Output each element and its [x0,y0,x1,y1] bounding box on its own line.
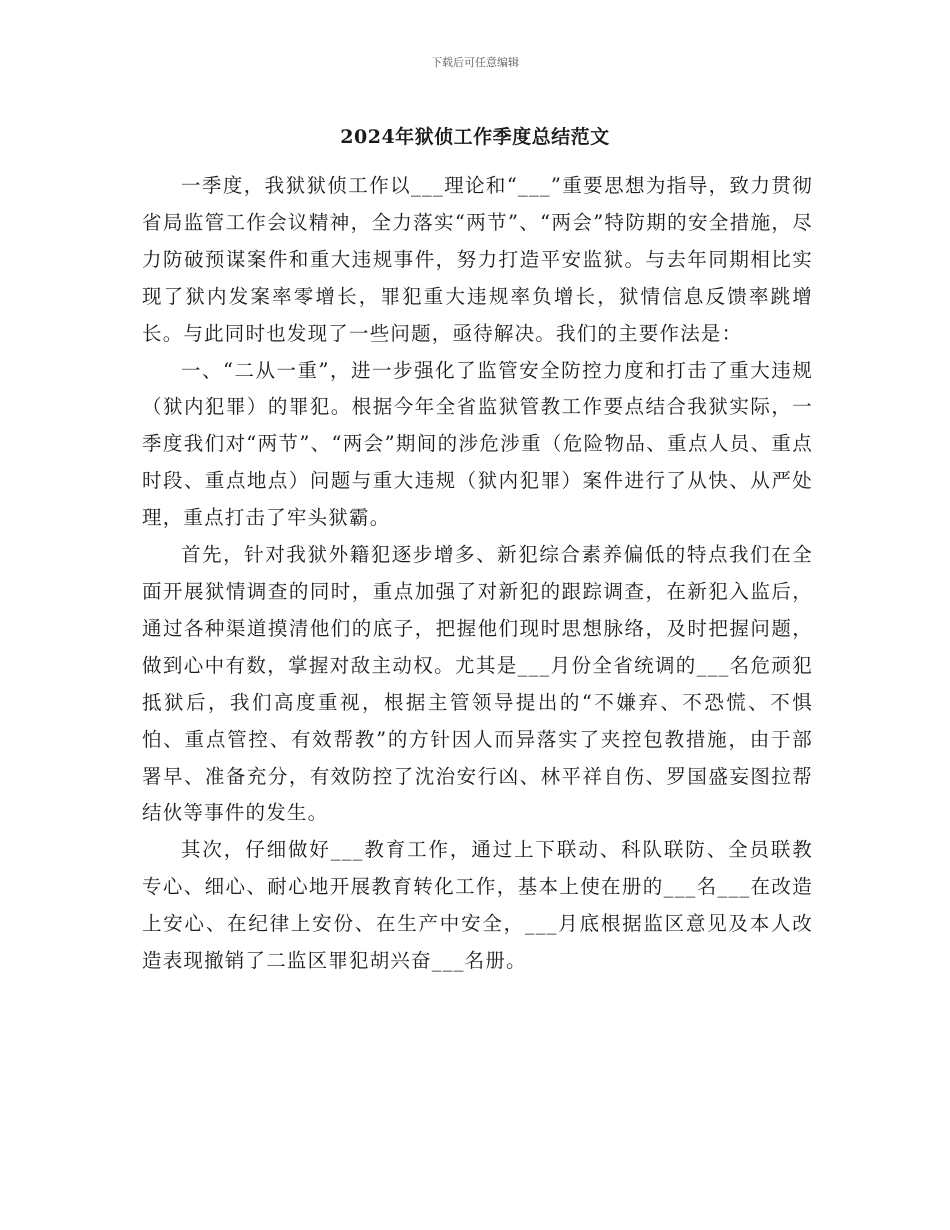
document-title: 2024年狱侦工作季度总结范文 [340,126,610,148]
document-body [142,168,813,980]
paragraph-4: 其次，仔细做好___教育工作，通过上下联动、科队联防、全员联教专心、细心、耐心地开展教育转化工作，基本上使在册的___名___在改造上安心、在纪律上安份、在生产中安全，___月底根据监区意见及本人改造表现撤销了二监区罪犯胡兴奋___名册。 [142,838,813,973]
paragraph-3: 首先，针对我狱外籍犯逐步增多、新犯综合素养偏低的特点我们在全面开展狱情调查的同时，重点加强了对新犯的跟踪调查，在新犯入监后，通过各种渠道摸清他们的底子，把握他们现时思想脉络，及时把握问题，做到心中有数，掌握对敌主动权。尤其是___月份全省统调的___名危顽犯抵狱后，我们高度重视，根据主管领导提出的“不嫌弃、不恐慌、不惧怕、重点管控、有效帮教”的方针因人而异落实了夹控包教措施，由于部署早、准备充分，有效防控了沈治安行凶、林平祥自伤、罗国盛妄图拉帮结伙等事件的发生。 [142,543,813,825]
paragraph-2: 一、“二从一重”，进一步强化了监管安全防控力度和打击了重大违规（狱内犯罪）的罪犯。根据今年全省监狱管教工作要点结合我狱实际，一季度我们对“两节”、“两会”期间的涉危涉重（危险物品、重点人员、重点时段、重点地点）问题与重大违规（狱内犯罪）案件进行了从快、从严处理，重点打击了牢头狱霸。 [142,358,813,530]
header-note: 下载后可任意编辑 [431,56,519,69]
paragraph-1: 一季度，我狱狱侦工作以___理论和“___”重要思想为指导，致力贯彻省局监管工作会议精神，全力落实“两节”、“两会”特防期的安全措施，尽力防破预谋案件和重大违规事件，努力打造平安监狱。与去年同期相比实现了狱内发案率零增长，罪犯重大违规率负增长，狱情信息反馈率跳增长。与此同时也发现了一些问题，亟待解决。我们的主要作法是： [142,174,813,345]
